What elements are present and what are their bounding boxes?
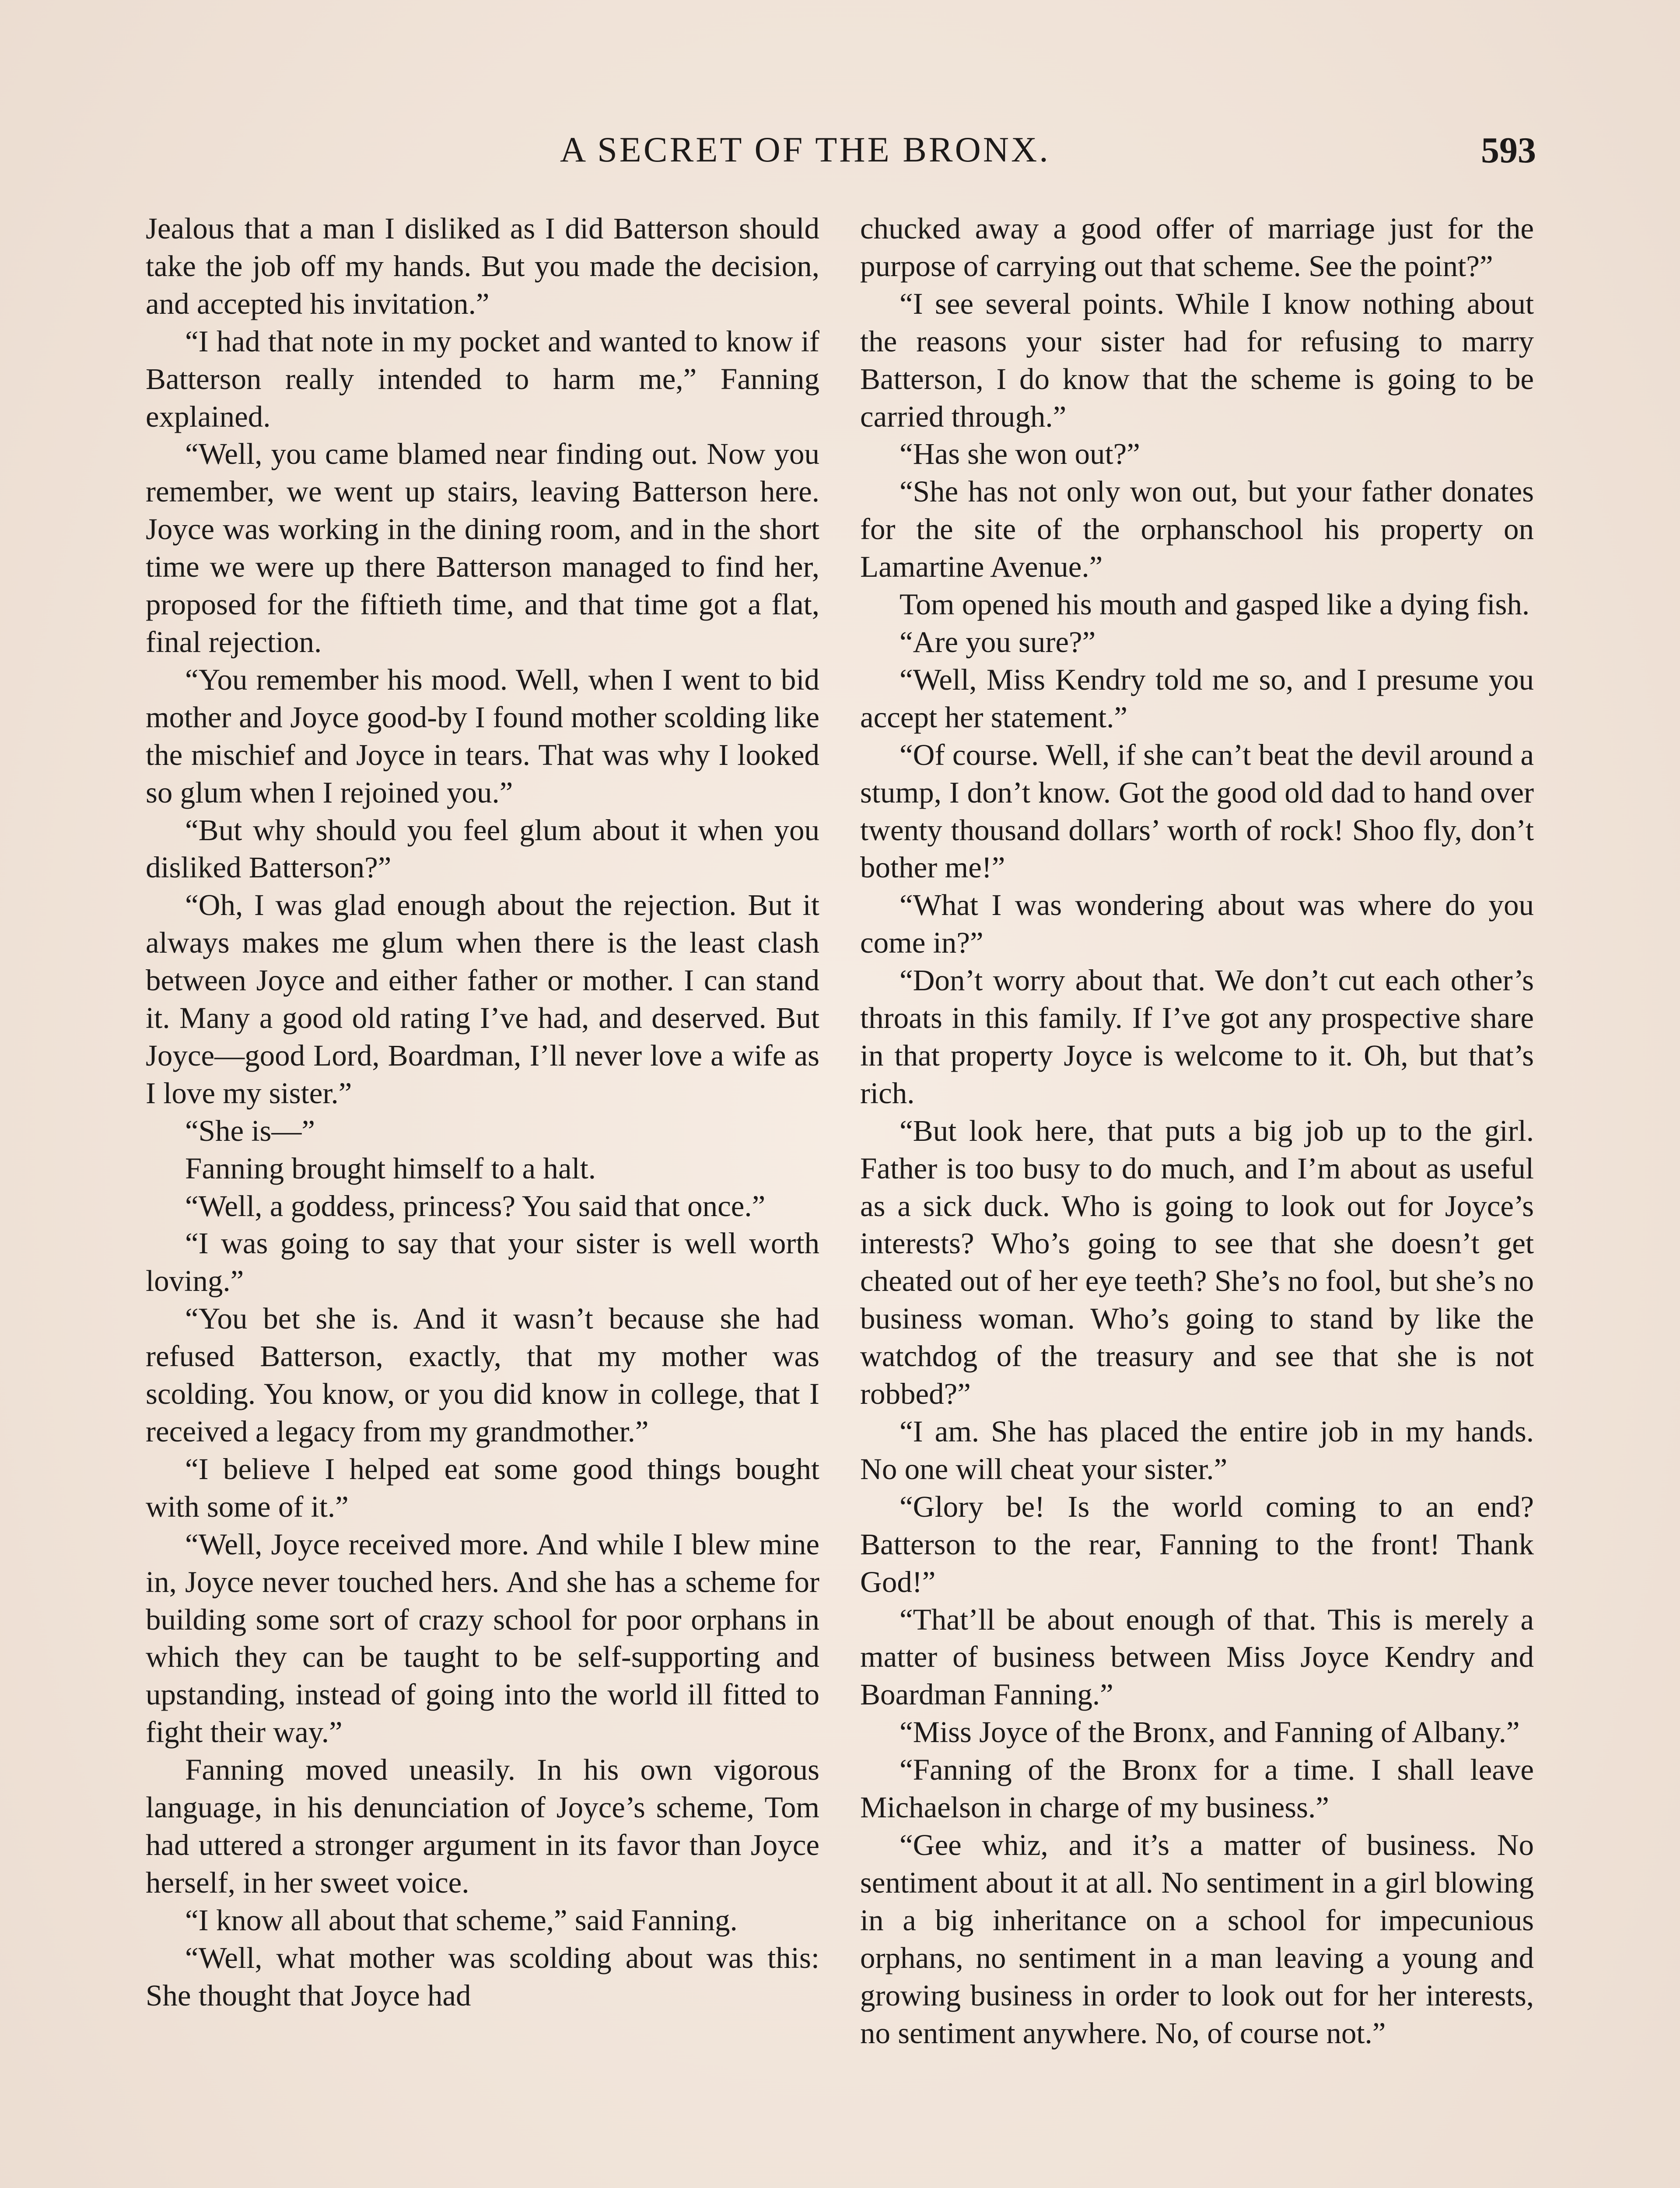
paragraph: “Well, Miss Kendry told me so, and I presume you accept her statement.” xyxy=(860,663,1534,734)
paragraph: “That’ll be about enough of that. This is merely a matter of business between Miss Joyce Kendry and Boardman Fanning.” xyxy=(860,1602,1534,1711)
paragraph: “I know all about that scheme,” said Fanning. xyxy=(185,1903,738,1937)
running-head-title: A SECRET OF THE BRONX. xyxy=(560,130,1050,169)
paragraph: “Has she won out?” xyxy=(900,437,1140,471)
paragraph: “I am. She has placed the entire job in my hands. No one will cheat your sister.” xyxy=(860,1415,1534,1486)
paragraph: “She has not only won out, but your father donates for the site of the orphanschool his property on Lamartine Avenue.” xyxy=(860,475,1534,584)
paragraph: “Gee whiz, and it’s a matter of business. No sentiment about it at all. No sentiment in a girl blowing in a big inheritance on a school for impecunious orphans, no sentiment in a man leaving a young and growing business in order to look out for her interests, no sentiment anywhere. No, of course not.” xyxy=(860,1828,1534,2050)
paragraph: “Well, what mother was scolding about was this: She thought that Joyce had xyxy=(146,1941,819,2012)
paragraph: “I was going to say that your sister is well worth loving.” xyxy=(146,1227,819,1298)
paragraph: Tom opened his mouth and gasped like a dying fish. xyxy=(900,588,1530,621)
paragraph: “She is—” xyxy=(185,1114,315,1147)
paragraph: “What I was wondering about was where do you come in?” xyxy=(860,888,1534,960)
paragraph: “You remember his mood. Well, when I went to bid mother and Joyce good-by I found mother scolding like the mischief and Joyce in tears. That was why I looked so glum when I rejoined you.” xyxy=(146,663,819,809)
paragraph: “Well, a goddess, princess? You said that once.” xyxy=(185,1189,766,1223)
paragraph: “Oh, I was glad enough about the rejection. But it always makes me glum when there is the least clash between Joyce and either father or mother. I can stand it. Many a good old rating I’ve had, and deserved. But Joyce—good Lord, Boardman, I’ll never love a wife as I love my sister.” xyxy=(146,888,819,1110)
paragraph: Fanning moved uneasily. In his own vigorous language, in his denunciation of Joyce’s scheme, Tom had uttered a stronger argument in its favor than Joyce herself, in her sweet voice. xyxy=(146,1753,819,1899)
paragraph: “Are you sure?” xyxy=(900,625,1096,659)
right-text-column xyxy=(860,210,1534,2052)
paragraph: “Well, you came blamed near finding out. Now you remember, we went up stairs, leaving Batterson here. Joyce was working in the dining room, and in the short time we were up there Batterson managed to find her, proposed for the fiftieth time, and that time got a flat, final rejection. xyxy=(146,437,819,659)
paragraph: “Fanning of the Bronx for a time. I shall leave Michaelson in charge of my business.” xyxy=(860,1753,1534,1824)
paragraph: “You bet she is. And it wasn’t because she had refused Batterson, exactly, that my mother was scolding. You know, or you did know in college, that I received a legacy from my grandmother.” xyxy=(146,1302,819,1448)
paragraph: “Of course. Well, if she can’t beat the devil around a stump, I don’t know. Got the good old dad to hand over twenty thousand dollars’ worth of rock! Shoo fly, don’t bother me!” xyxy=(860,738,1534,884)
paragraph: chucked away a good offer of marriage just for the purpose of carrying out that scheme. See the point?” xyxy=(860,212,1534,283)
paragraph: “Glory be! Is the world coming to an end? Batterson to the rear, Fanning to the front! Thank God!” xyxy=(860,1490,1534,1599)
paragraph: “But look here, that puts a big job up to the girl. Father is too busy to do much, and I’m about as useful as a sick duck. Who is going to look out for Joyce’s interests? Who’s going to see that she doesn’t get cheated out of her eye teeth? She’s no fool, but she’s no business woman. Who’s going to stand by like the watchdog of the treasury and see that she is not robbed?” xyxy=(860,1114,1534,1411)
left-text-column xyxy=(146,210,819,2015)
paragraph: “But why should you feel glum about it when you disliked Batterson?” xyxy=(146,813,819,884)
paragraph: “I had that note in my pocket and wanted to know if Batterson really intended to harm me,” Fanning explained. xyxy=(146,324,819,433)
paragraph: Fanning brought himself to a halt. xyxy=(185,1151,596,1185)
paragraph: “Well, Joyce received more. And while I blew mine in, Joyce never touched hers. And she has a scheme for building some sort of crazy school for poor orphans in which they can be taught to be self-supporting and upstanding, instead of going into the world ill fitted to fight their way.” xyxy=(146,1527,819,1749)
paragraph: “Miss Joyce of the Bronx, and Fanning of Albany.” xyxy=(900,1715,1520,1749)
paragraph: “I believe I helped eat some good things bought with some of it.” xyxy=(146,1452,819,1523)
paragraph: “Don’t worry about that. We don’t cut each other’s throats in this family. If I’ve got any prospective share in that property Joyce is welcome to it. Oh, but that’s rich. xyxy=(860,964,1534,1110)
page-number: 593 xyxy=(1481,130,1536,171)
paragraph: “I see several points. While I know nothing about the reasons your sister had for refusing to marry Batterson, I do know that the scheme is going to be carried through.” xyxy=(860,287,1534,433)
paragraph: Jealous that a man I disliked as I did Batterson should take the job off my hands. But you made the decision, and accepted his invitation.” xyxy=(146,212,819,320)
